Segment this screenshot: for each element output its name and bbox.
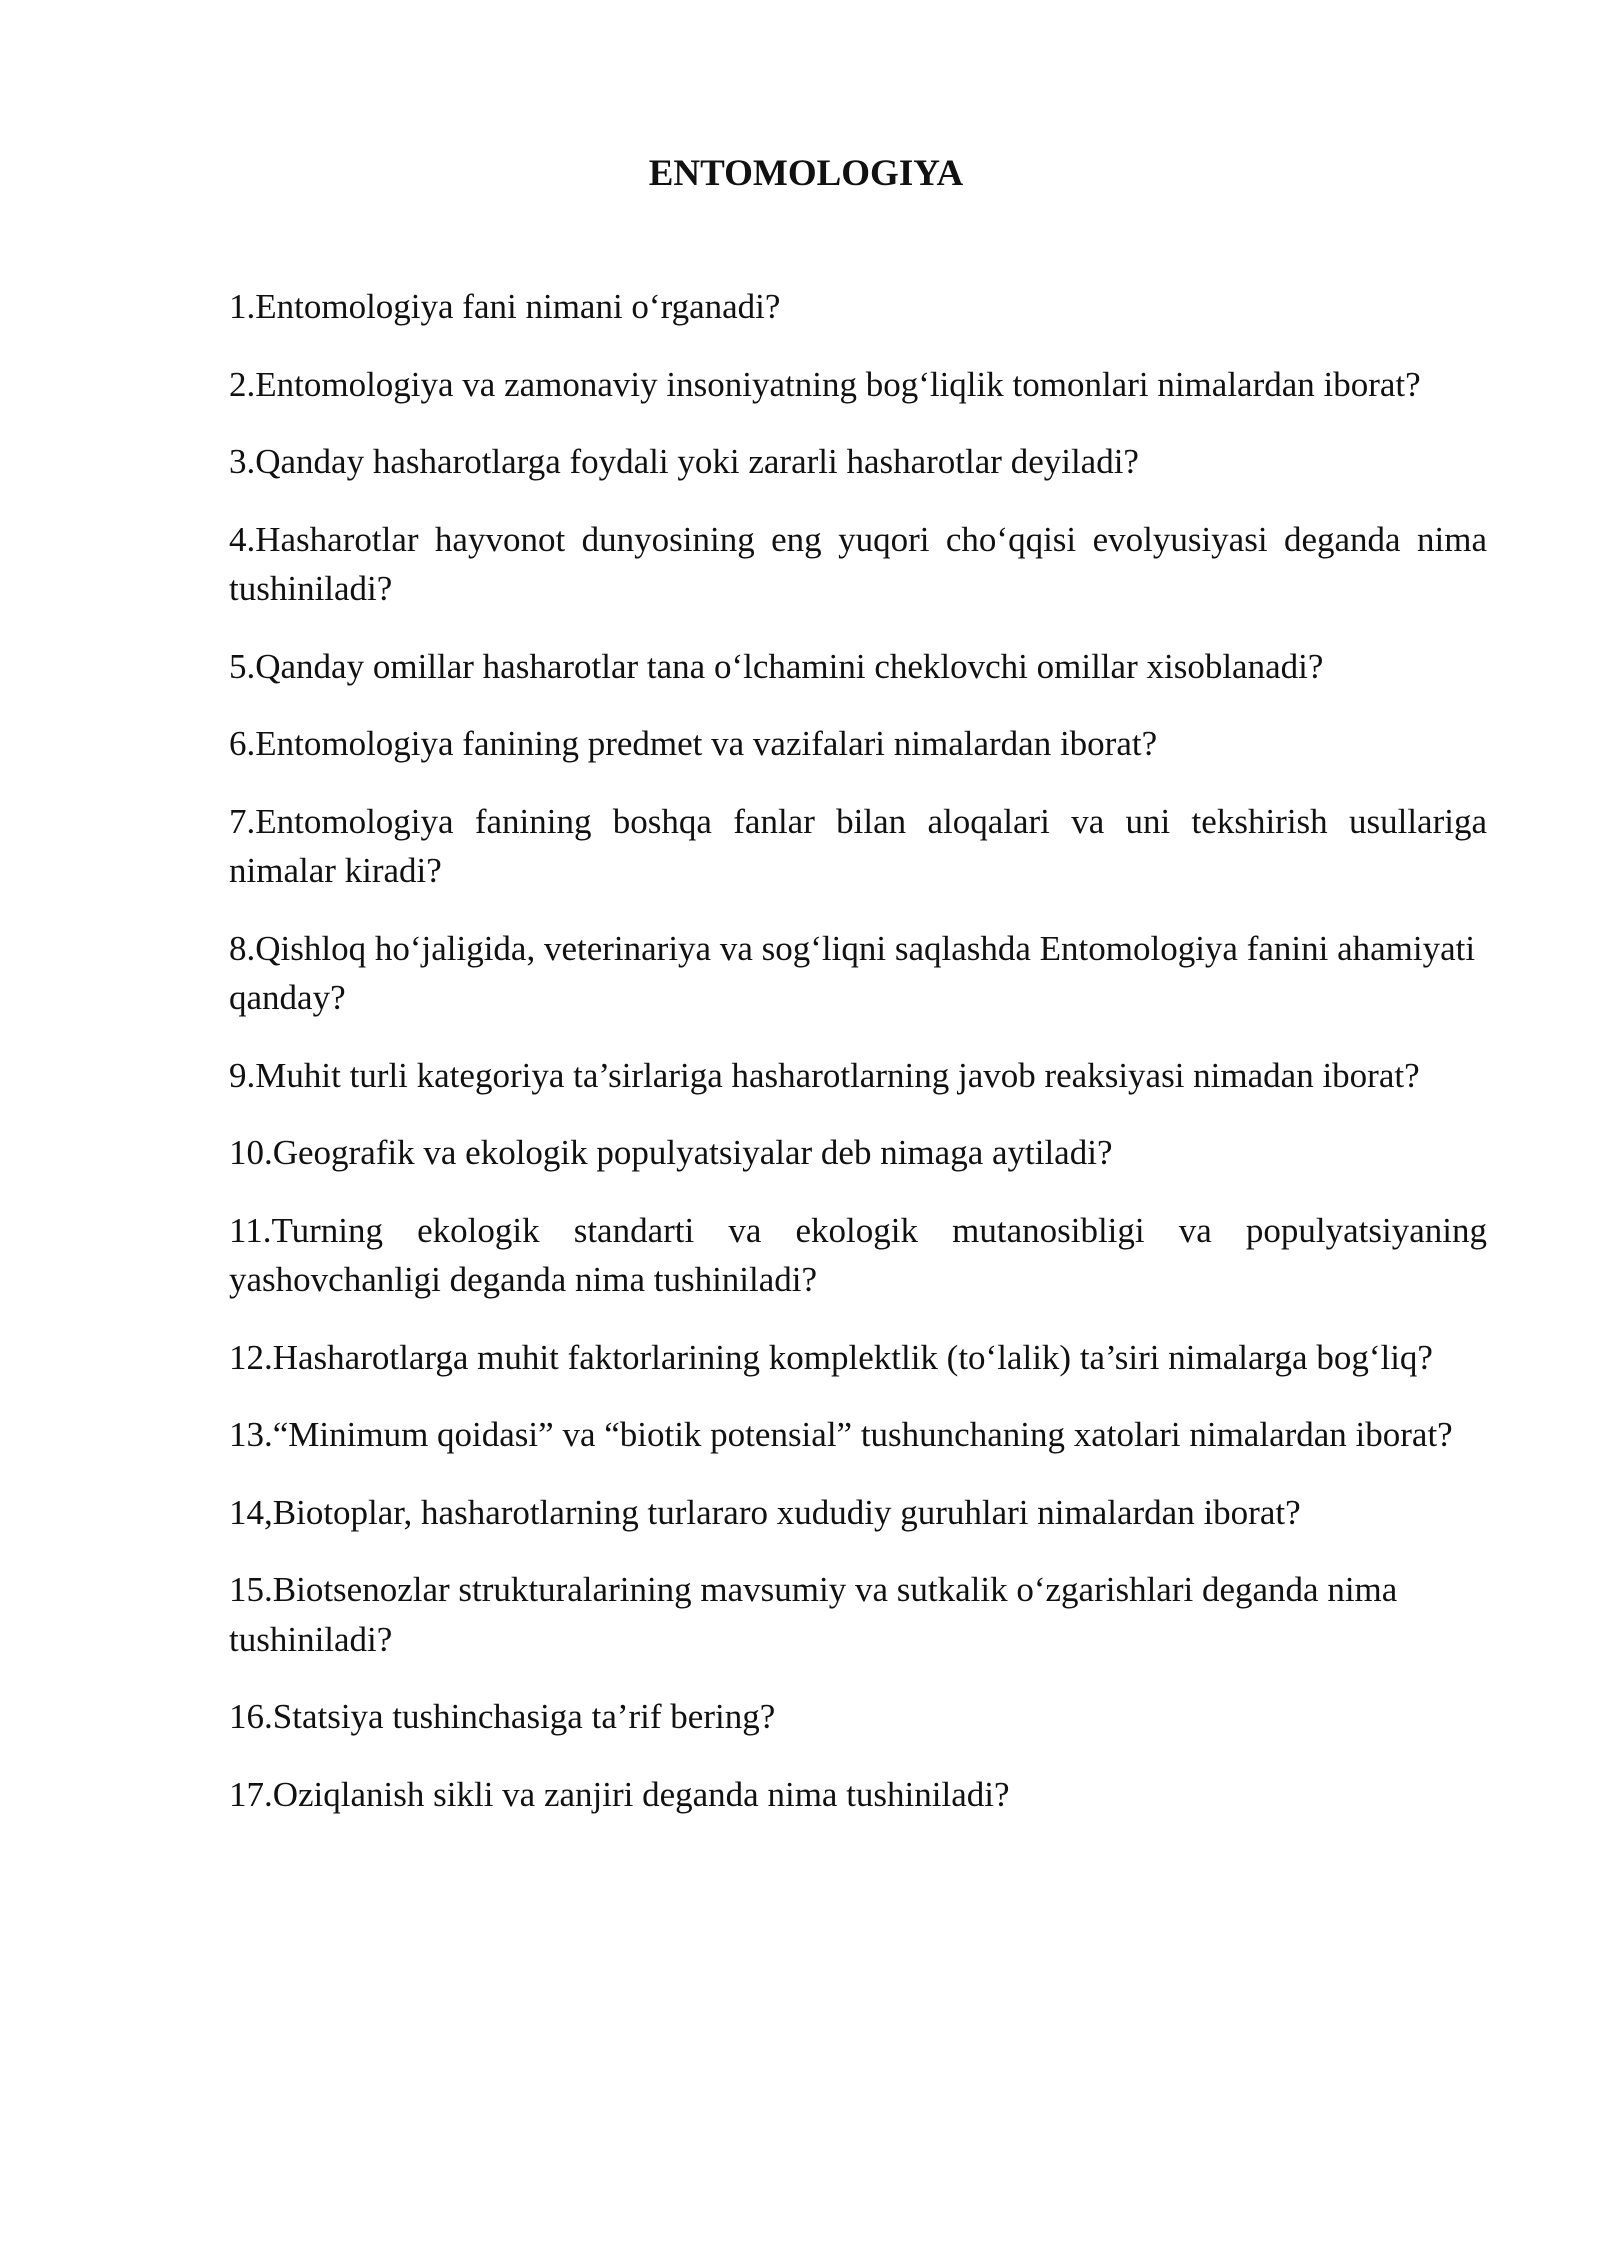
question-item-12: 12.Hasharotlarga muhit faktorlarining komplektlik (to‘lalik) ta’siri nimalarga bog‘liq? — [229, 1337, 1433, 1377]
question-item-2: 2.Entomologiya va zamonaviy insoniyatning bog‘liqlik tomonlari nimalardan iborat? — [229, 364, 1421, 404]
question-item-8: 8.Qishloq ho‘jaligida, veterinariya va sog‘liqni saqlashda Entomologiya fanini ahamiyati qanday? — [229, 928, 1476, 1017]
question-item-1: 1.Entomologiya fani nimani o‘rganadi? — [229, 287, 781, 326]
question-item-5: 5.Qanday omillar hasharotlar tana o‘lchamini cheklovchi omillar xisoblanadi? — [229, 646, 1324, 686]
question-item-11: 11.Turning ekologik standarti va ekologik mutanosibligi va populyatsiyaning yashovchanligi deganda nima tushiniladi? — [229, 1210, 1487, 1299]
question-item-17: 17.Oziqlanish sikli va zanjiri deganda nima tushiniladi? — [229, 1774, 1010, 1814]
question-item-6: 6.Entomologiya fanining predmet va vazifalari nimalardan iborat? — [229, 724, 1158, 763]
question-item-13: 13.“Minimum qoidasi” va “biotik potensial” tushunchaning xatolari nimalardan iborat? — [229, 1415, 1453, 1454]
question-item-3: 3.Qanday hasharotlarga foydali yoki zararli hasharotlar deyiladi? — [229, 442, 1139, 481]
question-item-7: 7.Entomologiya fanining boshqa fanlar bilan aloqalari va uni tekshirish usullariga nimalar kiradi? — [229, 801, 1487, 890]
question-list — [229, 282, 1487, 1847]
question-item-4: 4.Hasharotlar hayvonot dunyosining eng yuqori cho‘qqisi evolyusiyasi deganda nima tushiniladi? — [229, 519, 1487, 608]
question-item-14: 14,Biotoplar, hasharotlarning turlararo xududiy guruhlari nimalardan iborat? — [229, 1492, 1301, 1532]
page-title: ENTOMOLOGIYA — [648, 153, 964, 194]
question-item-9: 9.Muhit turli kategoriya ta’sirlariga hasharotlarning javob reaksiyasi nimadan iborat? — [229, 1055, 1420, 1095]
question-item-15: 15.Biotsenozlar strukturalarining mavsumiy va sutkalik o‘zgarishlari deganda nima tushiniladi? — [229, 1570, 1398, 1659]
question-item-10: 10.Geografik va ekologik populyatsiyalar deb nimaga aytiladi? — [229, 1133, 1113, 1172]
question-item-16: 16.Statsiya tushinchasiga ta’rif bering? — [229, 1697, 776, 1736]
